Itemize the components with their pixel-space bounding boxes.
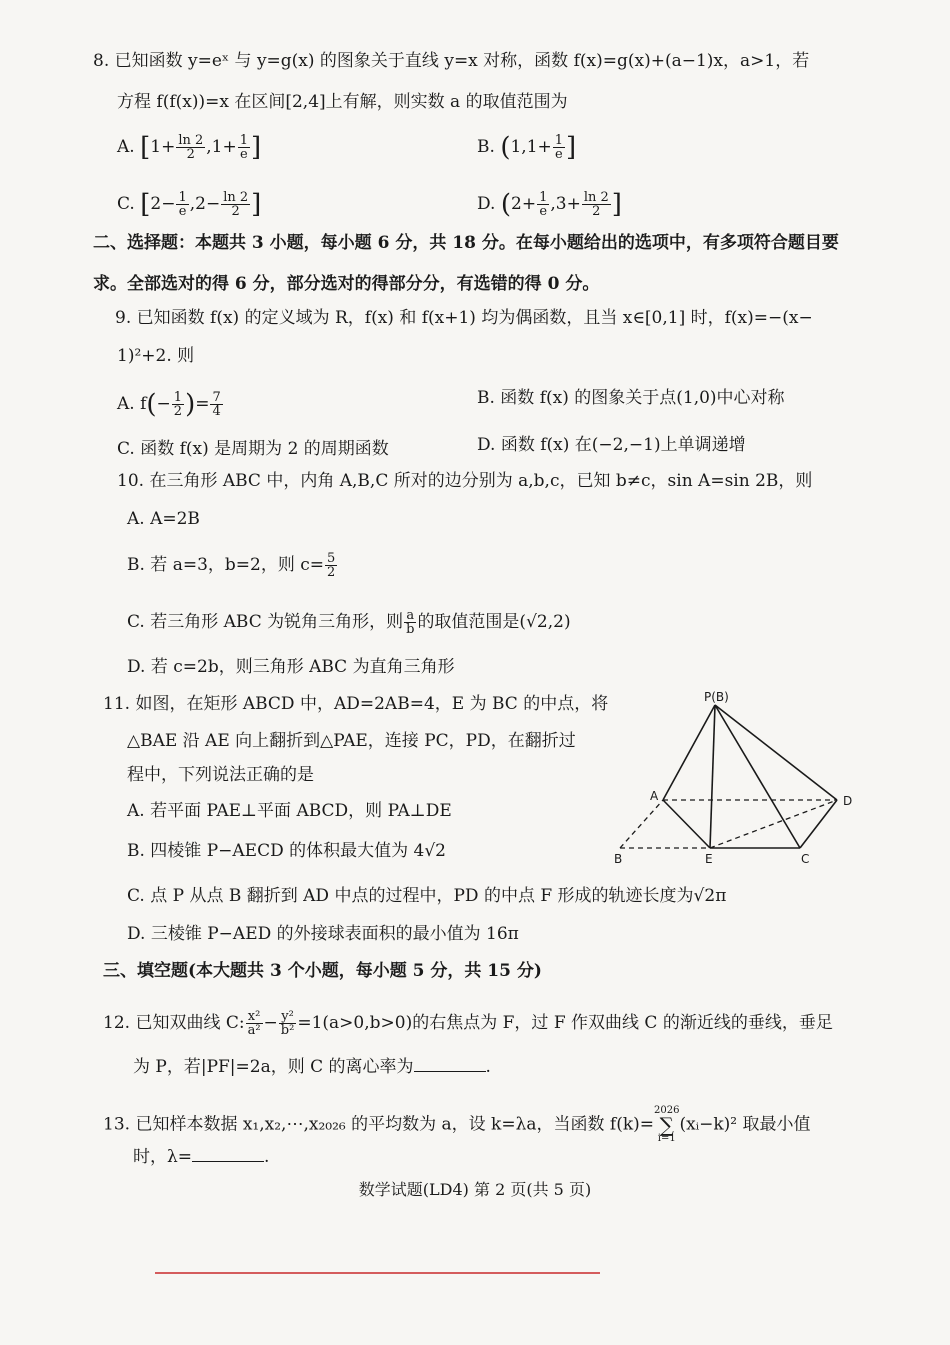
q10-option-d: D. 若 c=2b，则三角形 ABC 为直角三角形 bbox=[127, 657, 455, 677]
q11-pyramid-figure bbox=[600, 685, 870, 870]
q10-option-b: B. 若 a=3，b=2，则 c= $\frac{5}{2}$ bbox=[127, 551, 336, 580]
edge-pd bbox=[715, 705, 837, 800]
q8-line1: 8. 已知函数 y=eˣ 与 y=g(x) 的图象关于直线 y=x 对称，函数 f(x)=g(x)+(a−1)x，a>1，若 bbox=[93, 51, 810, 71]
label-a: A bbox=[650, 789, 659, 803]
q12-answer-blank[interactable] bbox=[414, 1055, 486, 1072]
label-p: P(B) bbox=[704, 690, 729, 704]
label-c: C bbox=[801, 852, 810, 866]
q12-line2: 为 P，若|PF|=2a，则 C 的离心率为 . bbox=[133, 1057, 491, 1077]
edge-cd bbox=[800, 800, 837, 848]
q12-line1: 12. 已知双曲线 C: $\frac{\text{x²}}{\text{a²}}$ − $\frac{\text{y²}}{\text{b²}}$ =1(a>0,b>0)的右焦点为 F，过 F 作双曲线 C 的渐近线的垂线，垂足 bbox=[103, 1009, 833, 1038]
q10-option-c: C. 若三角形 ABC 为锐角三角形，则 $\frac{a}{b}$ 的取值范围是(√2,2) bbox=[127, 608, 571, 637]
q10-option-a: A. A=2B bbox=[127, 509, 200, 529]
edge-pa bbox=[663, 705, 715, 800]
q11-line1: 11. 如图，在矩形 ABCD 中，AD=2AB=4，E 为 BC 的中点，将 bbox=[103, 694, 609, 714]
q8-option-b: B. (1,1+ $\frac{1}{e}$ ] bbox=[477, 132, 577, 163]
q13-line2: 时，λ= . bbox=[133, 1147, 270, 1167]
q9-option-a: A. f(− $\frac{1}{2}$ )= $\frac{7}{4}$ bbox=[117, 389, 221, 420]
q13-answer-blank[interactable] bbox=[192, 1145, 264, 1162]
section2-line1: 二、选择题：本题共 3 小题，每小题 6 分，共 18 分。在每小题给出的选项中，有多项符合题目要 bbox=[93, 233, 839, 253]
edge-pc bbox=[715, 705, 800, 848]
summation-symbol: 2026 ∑ i=1 bbox=[654, 1105, 680, 1144]
q8-option-c: C. [2− $\frac{1}{e}$ ,2− $\frac{\ln 2}{2}$ ] bbox=[117, 189, 262, 220]
q9-option-b: B. 函数 f(x) 的图象关于点(1,0)中心对称 bbox=[477, 388, 785, 408]
q10-line1: 10. 在三角形 ABC 中，内角 A,B,C 所对的边分别为 a,b,c，已知 b≠c，sin A=sin 2B，则 bbox=[117, 471, 813, 491]
edge-ae bbox=[663, 800, 710, 848]
q9-option-c: C. 函数 f(x) 是周期为 2 的周期函数 bbox=[117, 439, 389, 459]
label-d: D bbox=[843, 794, 853, 808]
edge-ba bbox=[620, 800, 663, 848]
q11-option-b: B. 四棱锥 P−AECD 的体积最大值为 4√2 bbox=[127, 841, 446, 861]
q9-option-d: D. 函数 f(x) 在(−2,−1)上单调递增 bbox=[477, 435, 746, 455]
label-b: B bbox=[614, 852, 623, 866]
red-divider bbox=[155, 1272, 600, 1274]
q11-option-a: A. 若平面 PAE⊥平面 ABCD，则 PA⊥DE bbox=[127, 801, 452, 821]
q8-option-a: A. [1+ $\frac{\ln 2}{2}$ ,1+ $\frac{1}{e}$ ] bbox=[117, 132, 262, 163]
q11-option-d: D. 三棱锥 P−AED 的外接球表面积的最小值为 16π bbox=[127, 924, 519, 944]
section2-line2: 求。全部选对的得 6 分，部分选对的得部分分，有选错的得 0 分。 bbox=[93, 274, 600, 294]
q11-line3: 程中，下列说法正确的是 bbox=[127, 765, 314, 785]
q9-line2: 1)²+2. 则 bbox=[117, 346, 195, 366]
q8-line2: 方程 f(f(x))=x 在区间[2,4]上有解，则实数 a 的取值范围为 bbox=[117, 92, 568, 112]
edge-pe bbox=[710, 705, 715, 848]
page-footer: 数学试题(LD4) 第 2 页(共 5 页) bbox=[358, 1180, 592, 1199]
q9-line1: 9. 已知函数 f(x) 的定义域为 R，f(x) 和 f(x+1) 均为偶函数，且当 x∈[0,1] 时，f(x)=−(x− bbox=[115, 308, 813, 328]
label-e: E bbox=[705, 852, 713, 866]
q13-line1: 13. 已知样本数据 x₁,x₂,⋯,x₂₀₂₆ 的平均数为 a，设 k=λa，当函数 f(k)=2026 ∑ i=1(xᵢ−k)² 取最小值 bbox=[103, 1105, 811, 1144]
section3-heading: 三、填空题(本大题共 3 个小题，每小题 5 分，共 15 分) bbox=[103, 961, 542, 981]
q8-option-d: D. (2+ $\frac{1}{e}$ ,3+ $\frac{\ln 2}{2}$ ] bbox=[477, 189, 622, 220]
q11-option-c: C. 点 P 从点 B 翻折到 AD 中点的过程中，PD 的中点 F 形成的轨迹长度为√2π bbox=[127, 886, 727, 906]
q11-line2: △BAE 沿 AE 向上翻折到△PAE，连接 PC，PD，在翻折过 bbox=[127, 731, 576, 751]
